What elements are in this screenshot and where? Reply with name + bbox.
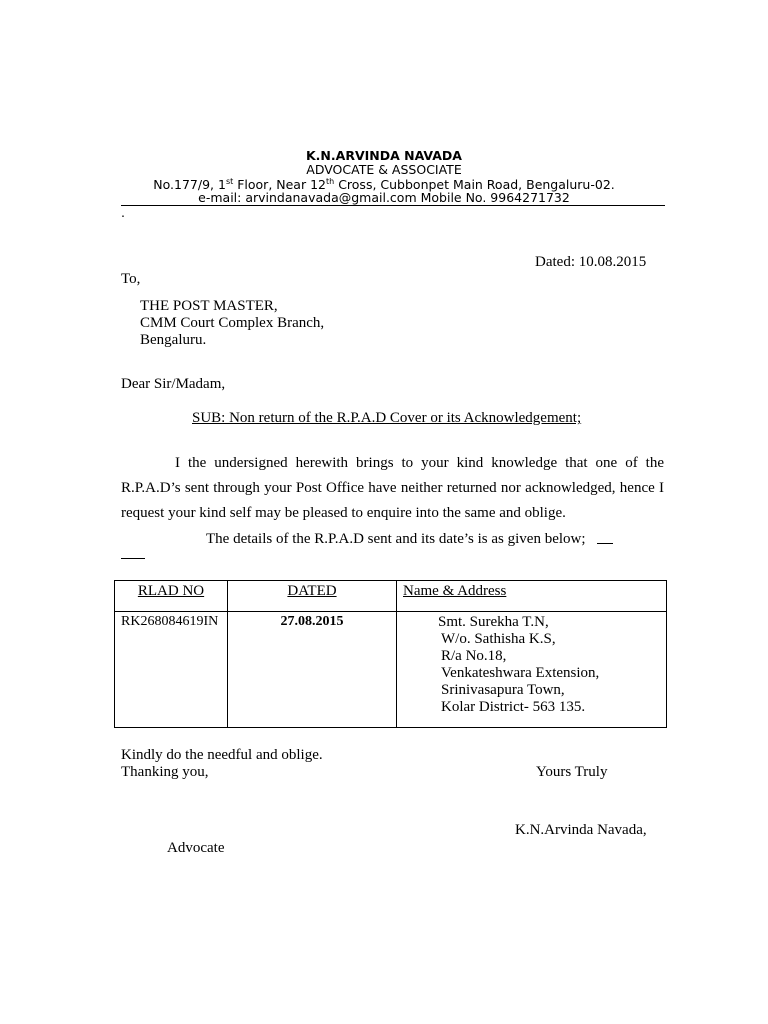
cell-dated: 27.08.2015: [228, 612, 397, 728]
address-line: Kolar District- 563 135.: [441, 699, 586, 715]
letterhead-contact: e-mail: arvindanavada@gmail.com Mobile No. 9964271732: [198, 190, 570, 205]
body-paragraph: I the undersigned herewith brings to your kind knowledge that one of the R.P.A.D’s sent through your Post Office have neither returned nor acknowledged, hence I request your kind self may be pleased to enquire into the same and oblige.: [121, 455, 664, 521]
cell-address: [397, 612, 667, 728]
address-line: Smt. Surekha T.N,: [438, 614, 549, 630]
recipient-line-3: Bengaluru.: [140, 332, 207, 348]
address-line: Venkateshwara Extension,: [441, 665, 600, 681]
signature-name: K.N.Arvinda Navada,: [515, 822, 647, 838]
address-line: R/a No.18,: [441, 648, 507, 664]
header-dated: DATED: [228, 581, 397, 612]
rpad-details-table: [114, 580, 667, 728]
header-name-address: Name & Address: [397, 581, 667, 612]
details-line: The details of the R.P.A.D sent and its date’s is as given below;: [206, 531, 586, 547]
closing-yours-truly: Yours Truly: [536, 764, 608, 780]
cell-rlad-no: RK268084619IN: [115, 612, 228, 728]
table-header-row: [115, 581, 667, 612]
recipient-line-2: CMM Court Complex Branch,: [140, 315, 325, 331]
letterhead-divider: [121, 205, 665, 206]
table-row: [115, 612, 667, 728]
letterhead-name: K.N.ARVINDA NAVADA: [306, 148, 462, 163]
subject-line: SUB: Non return of the R.P.A.D Cover or its Acknowledgement;: [192, 410, 582, 426]
underscore-mark-2: [121, 558, 145, 559]
closing-kindly: Kindly do the needful and oblige.: [121, 747, 323, 763]
salutation: Dear Sir/Madam,: [121, 376, 226, 392]
letter-date: Dated: 10.08.2015: [535, 254, 647, 270]
header-rlad-no: RLAD NO: [115, 581, 228, 612]
letterhead-dot: .: [121, 205, 125, 220]
signature-title: Advocate: [167, 840, 225, 856]
underscore-mark: [597, 543, 613, 544]
closing-thanking: Thanking you,: [121, 764, 209, 780]
address-line: W/o. Sathisha K.S,: [441, 631, 556, 647]
address-line: Srinivasapura Town,: [441, 682, 565, 698]
letterhead-subtitle: ADVOCATE & ASSOCIATE: [306, 162, 462, 177]
recipient-line-1: THE POST MASTER,: [140, 298, 278, 314]
to-label: To,: [121, 271, 141, 287]
letterhead-address: No.177/9, 1st Floor, Near 12th Cross, Cubbonpet Main Road, Bengaluru-02.: [153, 177, 615, 193]
